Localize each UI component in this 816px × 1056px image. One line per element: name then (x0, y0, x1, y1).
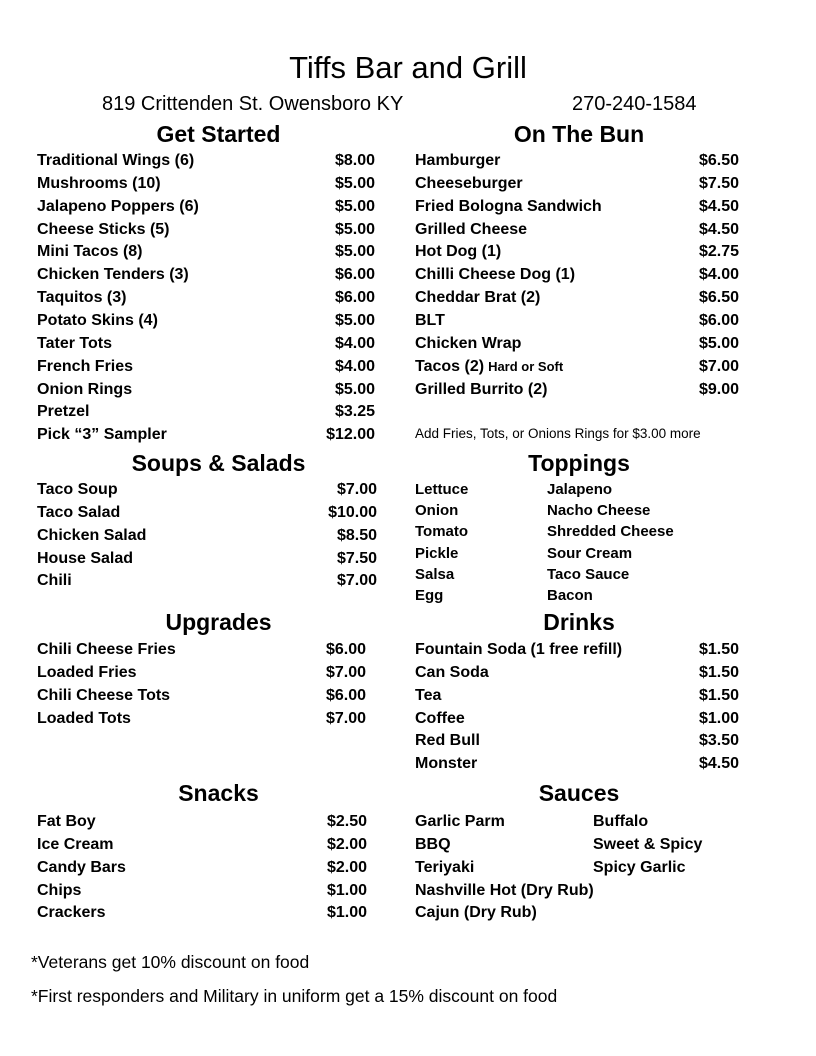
sauce-item: Buffalo (593, 813, 649, 830)
menu-item-price: $2.00 (326, 858, 367, 876)
menu-item-name: Red Bull (415, 732, 480, 750)
topping-item: Pickle (415, 544, 459, 562)
menu-item-price: $6.50 (698, 152, 739, 169)
topping-item: Jalapeno (547, 481, 613, 498)
menu-item-price: $8.50 (336, 526, 377, 544)
menu-item-name: Chilli Cheese Dog (1) (415, 266, 576, 284)
menu-item-name: Pick “3” Sampler (37, 426, 167, 444)
sauce-item: Teriyaki (415, 858, 475, 876)
menu-item-name: Pretzel (37, 403, 90, 421)
topping-item: Tomato (415, 523, 469, 541)
sauce-item: BBQ (415, 835, 451, 853)
menu-item-name: French Fries (37, 357, 134, 375)
menu-item-price: $4.00 (334, 334, 375, 352)
menu-item-price: $5.00 (334, 220, 375, 238)
menu-item-price: $2.00 (326, 835, 367, 853)
menu-item-price: $5.00 (698, 334, 739, 352)
heading-on-the-bun: On The Bun (513, 121, 645, 147)
menu-title: Tiffs Bar and Grill (289, 50, 527, 85)
menu-item-price: $4.00 (334, 357, 375, 375)
menu-item-price: $4.50 (698, 755, 739, 773)
footer-first-responders: *First responders and Military in uniform get a 15% discount on food (31, 986, 558, 1006)
menu-item-price: $1.00 (698, 709, 739, 727)
menu-item-price: $1.00 (326, 881, 367, 899)
menu-item-name: Crackers (37, 904, 106, 922)
menu-item-price: $7.00 (336, 481, 377, 498)
menu-item-name: Tater Tots (37, 334, 112, 352)
menu-item-name: Chili (37, 572, 72, 590)
menu-item-name: Tea (415, 686, 442, 704)
bun-note: Add Fries, Tots, or Onions Rings for $3.00 more (415, 426, 701, 441)
menu-item-name: Taco Soup (37, 481, 118, 498)
menu-item-name: Chicken Tenders (3) (37, 266, 189, 284)
menu-item-price: $6.50 (698, 289, 739, 307)
topping-item: Egg (415, 587, 444, 604)
menu-item-price: $1.50 (698, 686, 739, 704)
heading-upgrades: Upgrades (165, 609, 272, 635)
menu-item-name: Taco Salad (37, 503, 121, 521)
menu-item-name: Monster (415, 755, 478, 773)
menu-item-name: Grilled Burrito (2) (415, 380, 548, 398)
menu-item-price: $8.00 (334, 152, 375, 169)
heading-soups-salads: Soups & Salads (131, 450, 306, 476)
menu-item-price: $7.50 (698, 174, 739, 192)
menu-item-name: Onion Rings (37, 380, 133, 398)
menu-item-name: Loaded Fries (37, 663, 137, 681)
menu-item-price: $6.00 (698, 311, 739, 329)
menu-item-name: Chili Cheese Fries (37, 641, 176, 658)
heading-get-started: Get Started (156, 121, 281, 147)
menu-item-price: $7.00 (336, 572, 377, 590)
sauce-item: Sweet & Spicy (593, 835, 703, 853)
menu-item-price: $4.50 (698, 197, 739, 215)
menu-item-name: Taquitos (3) (37, 289, 127, 307)
menu-item-price: $2.50 (326, 813, 367, 830)
menu-item-name: Hamburger (415, 152, 501, 169)
menu-item-price: $3.50 (698, 732, 739, 750)
menu-item-price: $10.00 (328, 503, 377, 521)
menu-item-price: $5.00 (334, 243, 375, 261)
heading-sauces: Sauces (538, 780, 620, 806)
menu-item-price: $5.00 (334, 380, 375, 398)
menu-item-name: Coffee (415, 709, 465, 727)
menu-item-price: $3.25 (334, 403, 375, 421)
menu-item-price: $6.00 (325, 641, 366, 658)
heading-snacks: Snacks (178, 780, 259, 806)
menu-item-name: House Salad (37, 549, 134, 567)
menu-item-name: Fried Bologna Sandwich (415, 197, 602, 215)
sauce-item: Nashville Hot (Dry Rub) (415, 881, 594, 899)
menu-item-name: Potato Skins (4) (37, 311, 158, 329)
sauce-item: Garlic Parm (415, 813, 505, 830)
menu-item-price: $5.00 (334, 311, 375, 329)
menu-item-name: Hot Dog (1) (415, 243, 502, 261)
heading-drinks: Drinks (543, 609, 615, 635)
menu-item-name: Candy Bars (37, 858, 126, 876)
menu-item-name: Fountain Soda (1 free refill) (415, 641, 623, 658)
topping-item: Bacon (547, 587, 593, 604)
menu-item-price: $5.00 (334, 197, 375, 215)
footer-veterans: *Veterans get 10% discount on food (31, 952, 310, 972)
topping-item: Onion (415, 502, 459, 520)
menu-item-price: $1.00 (326, 904, 367, 922)
menu-item-price: $7.00 (325, 709, 366, 727)
menu-item-price: $7.00 (698, 357, 739, 375)
topping-item: Lettuce (415, 481, 469, 498)
topping-item: Nacho Cheese (547, 502, 651, 520)
menu-item-name: Cheddar Brat (2) (415, 289, 541, 307)
menu-item-price: $6.00 (334, 289, 375, 307)
menu-item-name: Chicken Salad (37, 526, 147, 544)
menu-item-name: Grilled Cheese (415, 220, 528, 238)
topping-item: Salsa (415, 565, 455, 583)
menu-item-name: Fat Boy (37, 813, 96, 830)
menu-item-price: $2.75 (698, 243, 739, 261)
menu-item-name: Mini Tacos (8) (37, 243, 143, 261)
menu-item-price: $7.00 (325, 663, 366, 681)
menu-item-name: Traditional Wings (6) (37, 152, 195, 169)
menu-item-name: Ice Cream (37, 835, 114, 853)
menu-item-price: $4.50 (698, 220, 739, 238)
menu-item-price: $9.00 (698, 380, 739, 398)
menu-item-name: Chili Cheese Tots (37, 686, 171, 704)
menu-item-name: Chicken Wrap (415, 334, 522, 352)
menu-item-name: Cheeseburger (415, 174, 523, 192)
phone-number: 270-240-1584 (572, 93, 697, 115)
menu-item-price: $4.00 (698, 266, 739, 284)
menu-item-with-sub (415, 358, 563, 376)
menu-item-name: Mushrooms (10) (37, 174, 161, 192)
menu-item-name: Can Soda (415, 663, 489, 681)
menu-item-price: $6.00 (325, 686, 366, 704)
menu-item-price: $5.00 (334, 174, 375, 192)
sauce-item: Spicy Garlic (593, 858, 686, 876)
topping-item: Shredded Cheese (547, 523, 674, 541)
menu-item-name: Chips (37, 881, 82, 899)
heading-toppings: Toppings (528, 450, 630, 476)
menu-item-option: Hard or Soft (488, 358, 564, 374)
menu-item-price: $1.50 (698, 663, 739, 681)
menu-item-name: BLT (415, 311, 445, 329)
menu-item-price: $6.00 (334, 266, 375, 284)
menu-item-price: $12.00 (326, 426, 375, 444)
menu-item-name: Loaded Tots (37, 709, 131, 727)
menu-item-price: $7.50 (336, 549, 377, 567)
menu-item-name: Tacos (2) (415, 357, 485, 375)
topping-item: Sour Cream (547, 544, 633, 562)
address: 819 Crittenden St. Owensboro KY (102, 93, 404, 115)
menu-item-name: Jalapeno Poppers (6) (37, 197, 199, 215)
menu-item-price: $1.50 (698, 641, 739, 658)
sauce-item: Cajun (Dry Rub) (415, 904, 537, 922)
topping-item: Taco Sauce (547, 565, 630, 583)
menu-item-name: Cheese Sticks (5) (37, 220, 170, 238)
